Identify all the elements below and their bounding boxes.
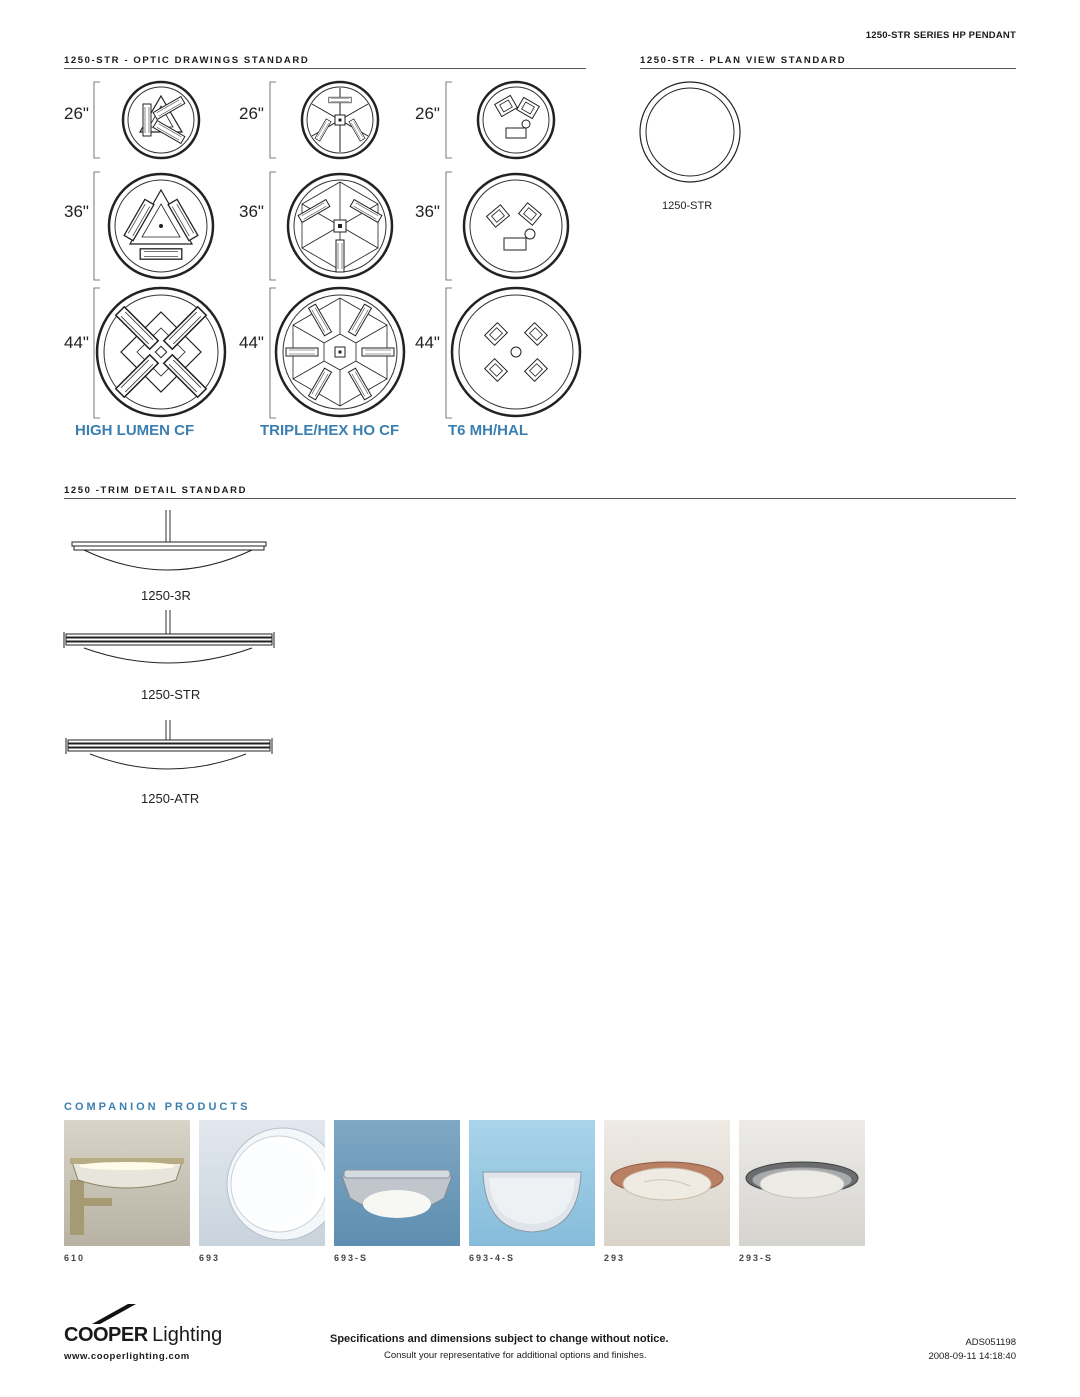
trim-section-title: 1250 -TRIM DETAIL STANDARD: [64, 485, 1016, 499]
plan-view-caption: 1250-STR: [662, 200, 713, 212]
size-label-44-col1: 44": [64, 333, 89, 352]
companion-products-title: COMPANION PRODUCTS: [64, 1101, 251, 1113]
consult-text: Consult your representative for additional options and finishes.: [384, 1350, 647, 1361]
trim-caption-3r: 1250-3R: [141, 588, 191, 603]
cooper-lighting-logo: [64, 1324, 222, 1347]
logo-cooper-text: COOPER: [64, 1324, 148, 1346]
plan-section-title: 1250-STR - PLAN VIEW STANDARD: [640, 55, 1016, 69]
product-photo-610: [64, 1120, 190, 1246]
optic-44-t6-mh: [452, 288, 580, 416]
logo-lighting-text: Lighting: [152, 1324, 223, 1346]
trim-caption-str: 1250-STR: [141, 687, 201, 702]
product-photo-693-4-s: [469, 1120, 595, 1246]
optic-section-title: 1250-STR - OPTIC DRAWINGS STANDARD: [64, 55, 586, 69]
product-code-693: 693: [199, 1253, 221, 1263]
trim-drawing-3r: [72, 510, 266, 570]
size-label-44-col3: 44": [415, 333, 440, 352]
plan-view-drawing: [630, 72, 750, 192]
size-label-44-col2: 44": [239, 333, 264, 352]
optic-44-high-lumen: [97, 288, 225, 416]
product-code-293-s: 293-S: [739, 1253, 774, 1263]
product-code-610: 610: [64, 1253, 86, 1263]
size-label-26-col3: 26": [415, 104, 440, 123]
optic-column-high-lumen: HIGH LUMEN CF: [75, 422, 195, 439]
optic-36-t6-mh: [464, 174, 568, 278]
notice-text: Specifications and dimensions subject to change without notice.: [330, 1333, 669, 1345]
size-label-36-col3: 36": [415, 202, 440, 221]
trim-drawing-str: [64, 610, 274, 663]
optic-44-triple-hex: [276, 288, 404, 416]
cooper-logo-mark: [92, 1304, 136, 1326]
optic-36-high-lumen: [109, 174, 213, 278]
optic-26-high-lumen: [123, 82, 199, 158]
optic-column-triple-hex: TRIPLE/HEX HO CF: [260, 422, 400, 439]
product-code-293: 293: [604, 1253, 626, 1263]
website-link[interactable]: www.cooperlighting.com: [64, 1351, 190, 1362]
product-code-693-s: 693-S: [334, 1253, 369, 1263]
optic-column-t6-mh: T6 MH/HAL: [448, 422, 528, 439]
size-label-26-col1: 26": [64, 104, 89, 123]
product-photo-293-s: [739, 1120, 865, 1246]
size-label-26-col2: 26": [239, 104, 264, 123]
product-photo-693-s: [334, 1120, 460, 1246]
series-title: 1250-STR SERIES HP PENDANT: [865, 30, 1016, 41]
product-photo-693: [199, 1120, 325, 1246]
optic-36-triple-hex: [288, 174, 392, 278]
optic-26-triple-hex: [302, 82, 378, 158]
product-code-693-4-s: 693-4-S: [469, 1253, 516, 1263]
size-label-36-col2: 36": [239, 202, 264, 221]
trim-drawing-atr: [66, 720, 272, 769]
size-label-36-col1: 36": [64, 202, 89, 221]
trim-detail-drawings: [60, 508, 290, 808]
timestamp: 2008-09-11 14:18:40: [928, 1351, 1016, 1362]
product-photo-293: [604, 1120, 730, 1246]
optic-drawings: [0, 70, 600, 420]
optic-26-t6-mh: [478, 82, 554, 158]
trim-caption-atr: 1250-ATR: [141, 791, 200, 806]
doc-id: ADS051198: [965, 1337, 1016, 1348]
